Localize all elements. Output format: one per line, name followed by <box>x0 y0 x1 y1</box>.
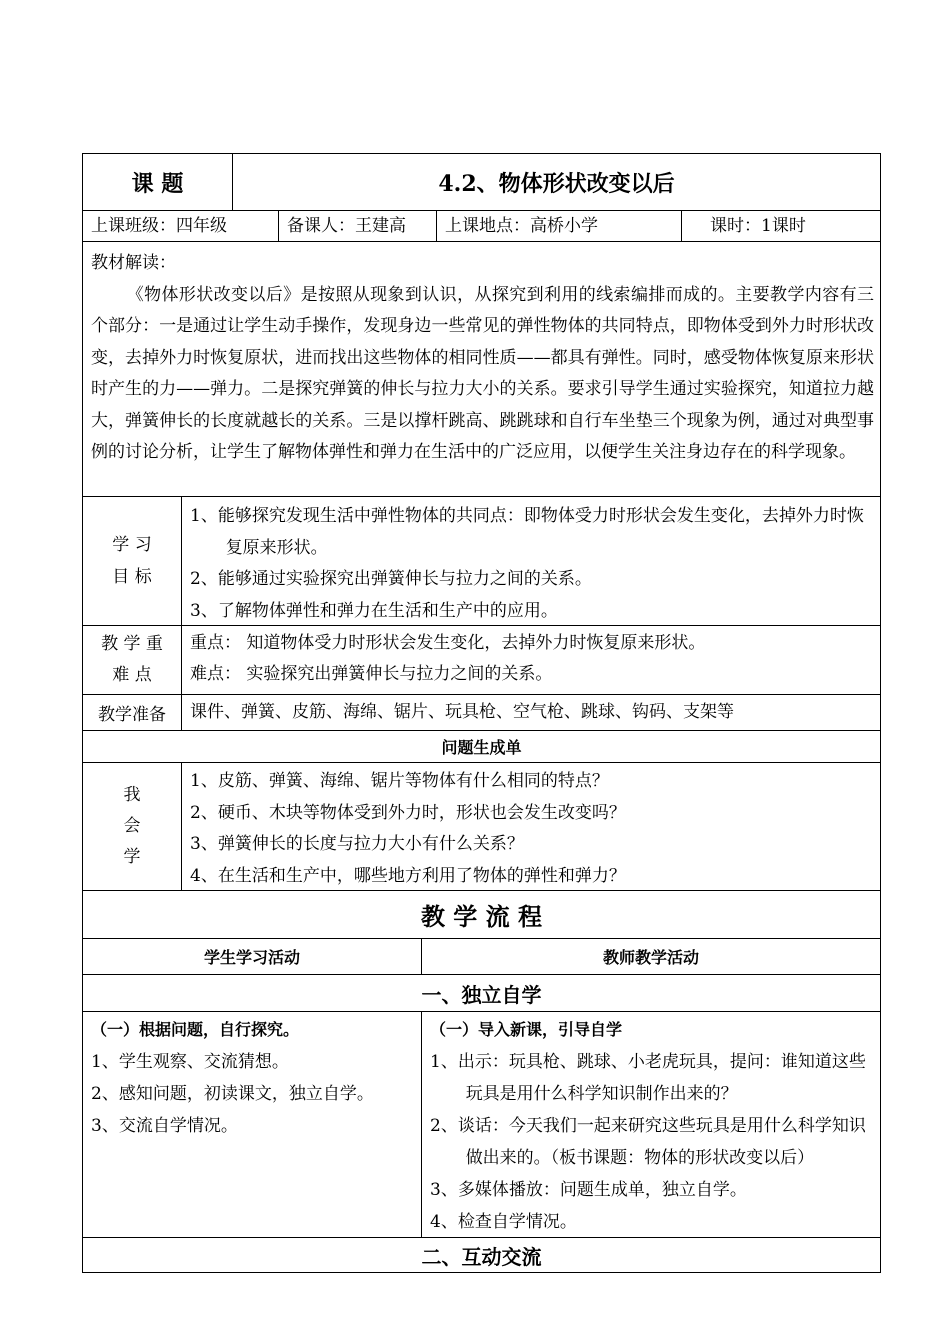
student-activities <box>83 1012 421 1237</box>
teacher-item: 1、出示：玩具枪、跳球、小老虎玩具，提问：谁知道这些玩具是用什么科学知识制作出来的？ <box>430 1052 866 1104</box>
teacher-activity-header: 教师教学活动 <box>421 939 880 974</box>
section1-content-row <box>83 1011 880 1237</box>
teacher-subtitle: （一）导入新课，引导自学 <box>430 1020 623 1039</box>
section2-row <box>83 1237 880 1272</box>
activity-header-row <box>83 938 880 974</box>
analysis-text: 《物体形状改变以后》是按照从现象到认识，从探究到利用的线索编排而成的。主要教学内容有三个部分：一是通过让学生动手操作，发现身边一些常见的弹性物体的共同特点，即物体受到外力时形状改变，去掉外力时恢复原状，进而找出这些物体的相同性质——都具有弹性。同时，感受物体恢复原来形状时产生的力——弹力。二是探究弹簧的伸长与拉力大小的关系。要求引导学生通过实验探究，知道拉力越大，弹簧伸长的长度就越长的关系。三是以撑杆跳高、跳跳球和自行车坐垫三个现象为例，通过对典型事例的讨论分析，让学生了解物体弹性和弹力在生活中的广泛应用，以便学生关注身边存在的科学现象。 <box>91 284 874 462</box>
keypoints-label <box>83 626 181 694</box>
question-item: 1、皮筋、弹簧、海绵、锯片等物体有什么相同的特点？ <box>190 771 609 791</box>
question-item: 3、弹簧伸长的长度与拉力大小有什么关系？ <box>190 834 524 854</box>
goal-item: 3、了解物体弹性和弹力在生活和生产中的应用。 <box>190 600 558 621</box>
teacher-item: 2、谈话：今天我们一起来研究这些玩具是用什么科学知识做出来的。（板书课题：物体的形状改变以后） <box>430 1116 866 1168</box>
goals-label-line2: 目 标 <box>112 567 152 587</box>
goals-row <box>83 496 880 625</box>
goals-label <box>83 497 181 625</box>
section2-title: 二、互动交流 <box>421 1244 542 1269</box>
student-subtitle: （一）根据问题，自行探究。 <box>91 1020 300 1039</box>
info-row <box>83 210 880 241</box>
question-sheet-title-row <box>83 730 880 762</box>
question-sheet-title: 问题生成单 <box>441 738 522 757</box>
location-info: 上课地点：高桥小学 <box>436 211 681 241</box>
difficult-point: 难点： 实验探究出弹簧伸长与拉力之间的关系。 <box>190 664 553 684</box>
topic-label: 课 题 <box>131 170 184 197</box>
label-char: 学 <box>123 847 141 867</box>
teacher-activities <box>421 1012 880 1237</box>
student-item: 1、学生观察、交流猜想。 <box>91 1052 289 1072</box>
question-sheet-row <box>83 762 880 890</box>
student-item: 3、交流自学情况。 <box>91 1116 238 1136</box>
question-item: 4、在生活和生产中，哪些地方利用了物体的弹性和弹力？ <box>190 865 626 886</box>
question-list <box>181 763 880 890</box>
title-row <box>83 154 880 210</box>
goal-item: 2、能够通过实验探究出弹簧伸长与拉力之间的关系。 <box>190 569 592 589</box>
lesson-plan-table <box>82 153 881 1273</box>
lesson-title: 4.2、物体形状改变以后 <box>232 154 880 210</box>
prep-row <box>83 694 880 730</box>
flow-title-row <box>83 890 880 938</box>
goal-item: 1、能够探究发现生活中弹性物体的共同点：即物体受力时形状会发生变化，去掉外力时恢复原来形状。 <box>190 506 864 558</box>
student-activity-header: 学生学习活动 <box>203 948 300 967</box>
hours-info: 课时：1课时 <box>681 211 880 241</box>
prep-label: 教学准备 <box>98 705 166 725</box>
label-char: 会 <box>123 816 141 836</box>
analysis-row <box>83 241 880 496</box>
goals-label-line1: 学 习 <box>112 535 152 555</box>
question-item: 2、硬币、木块等物体受到外力时，形状也会发生改变吗？ <box>190 802 626 823</box>
question-sheet-label <box>83 763 181 890</box>
student-item: 2、感知问题，初读课文，独立自学。 <box>91 1084 374 1104</box>
teacher-item: 3、多媒体播放：问题生成单，独立自学。 <box>430 1180 747 1200</box>
label-char: 我 <box>123 785 141 805</box>
goals-list <box>181 497 880 625</box>
teacher-item: 4、检查自学情况。 <box>430 1212 577 1232</box>
class-info: 上课班级：四年级 <box>91 216 227 236</box>
prep-text: 课件、弹簧、皮筋、海绵、锯片、玩具枪、空气枪、跳球、钩码、支架等 <box>181 695 880 730</box>
keypoints-label-line1: 教 学 重 <box>101 634 163 654</box>
keypoints-content <box>181 626 880 694</box>
flow-title: 教 学 流 程 <box>420 902 543 931</box>
analysis-label: 教材解读： <box>91 253 176 273</box>
keypoints-row <box>83 625 880 694</box>
section1-row <box>83 974 880 1011</box>
key-point: 重点： 知道物体受力时形状会发生变化，去掉外力时恢复原来形状。 <box>190 633 706 653</box>
analysis-cell <box>83 242 880 496</box>
keypoints-label-line2: 难 点 <box>112 665 152 685</box>
teacher-info: 备课人：王建高 <box>278 211 436 241</box>
section1-title: 一、独立自学 <box>421 982 542 1007</box>
